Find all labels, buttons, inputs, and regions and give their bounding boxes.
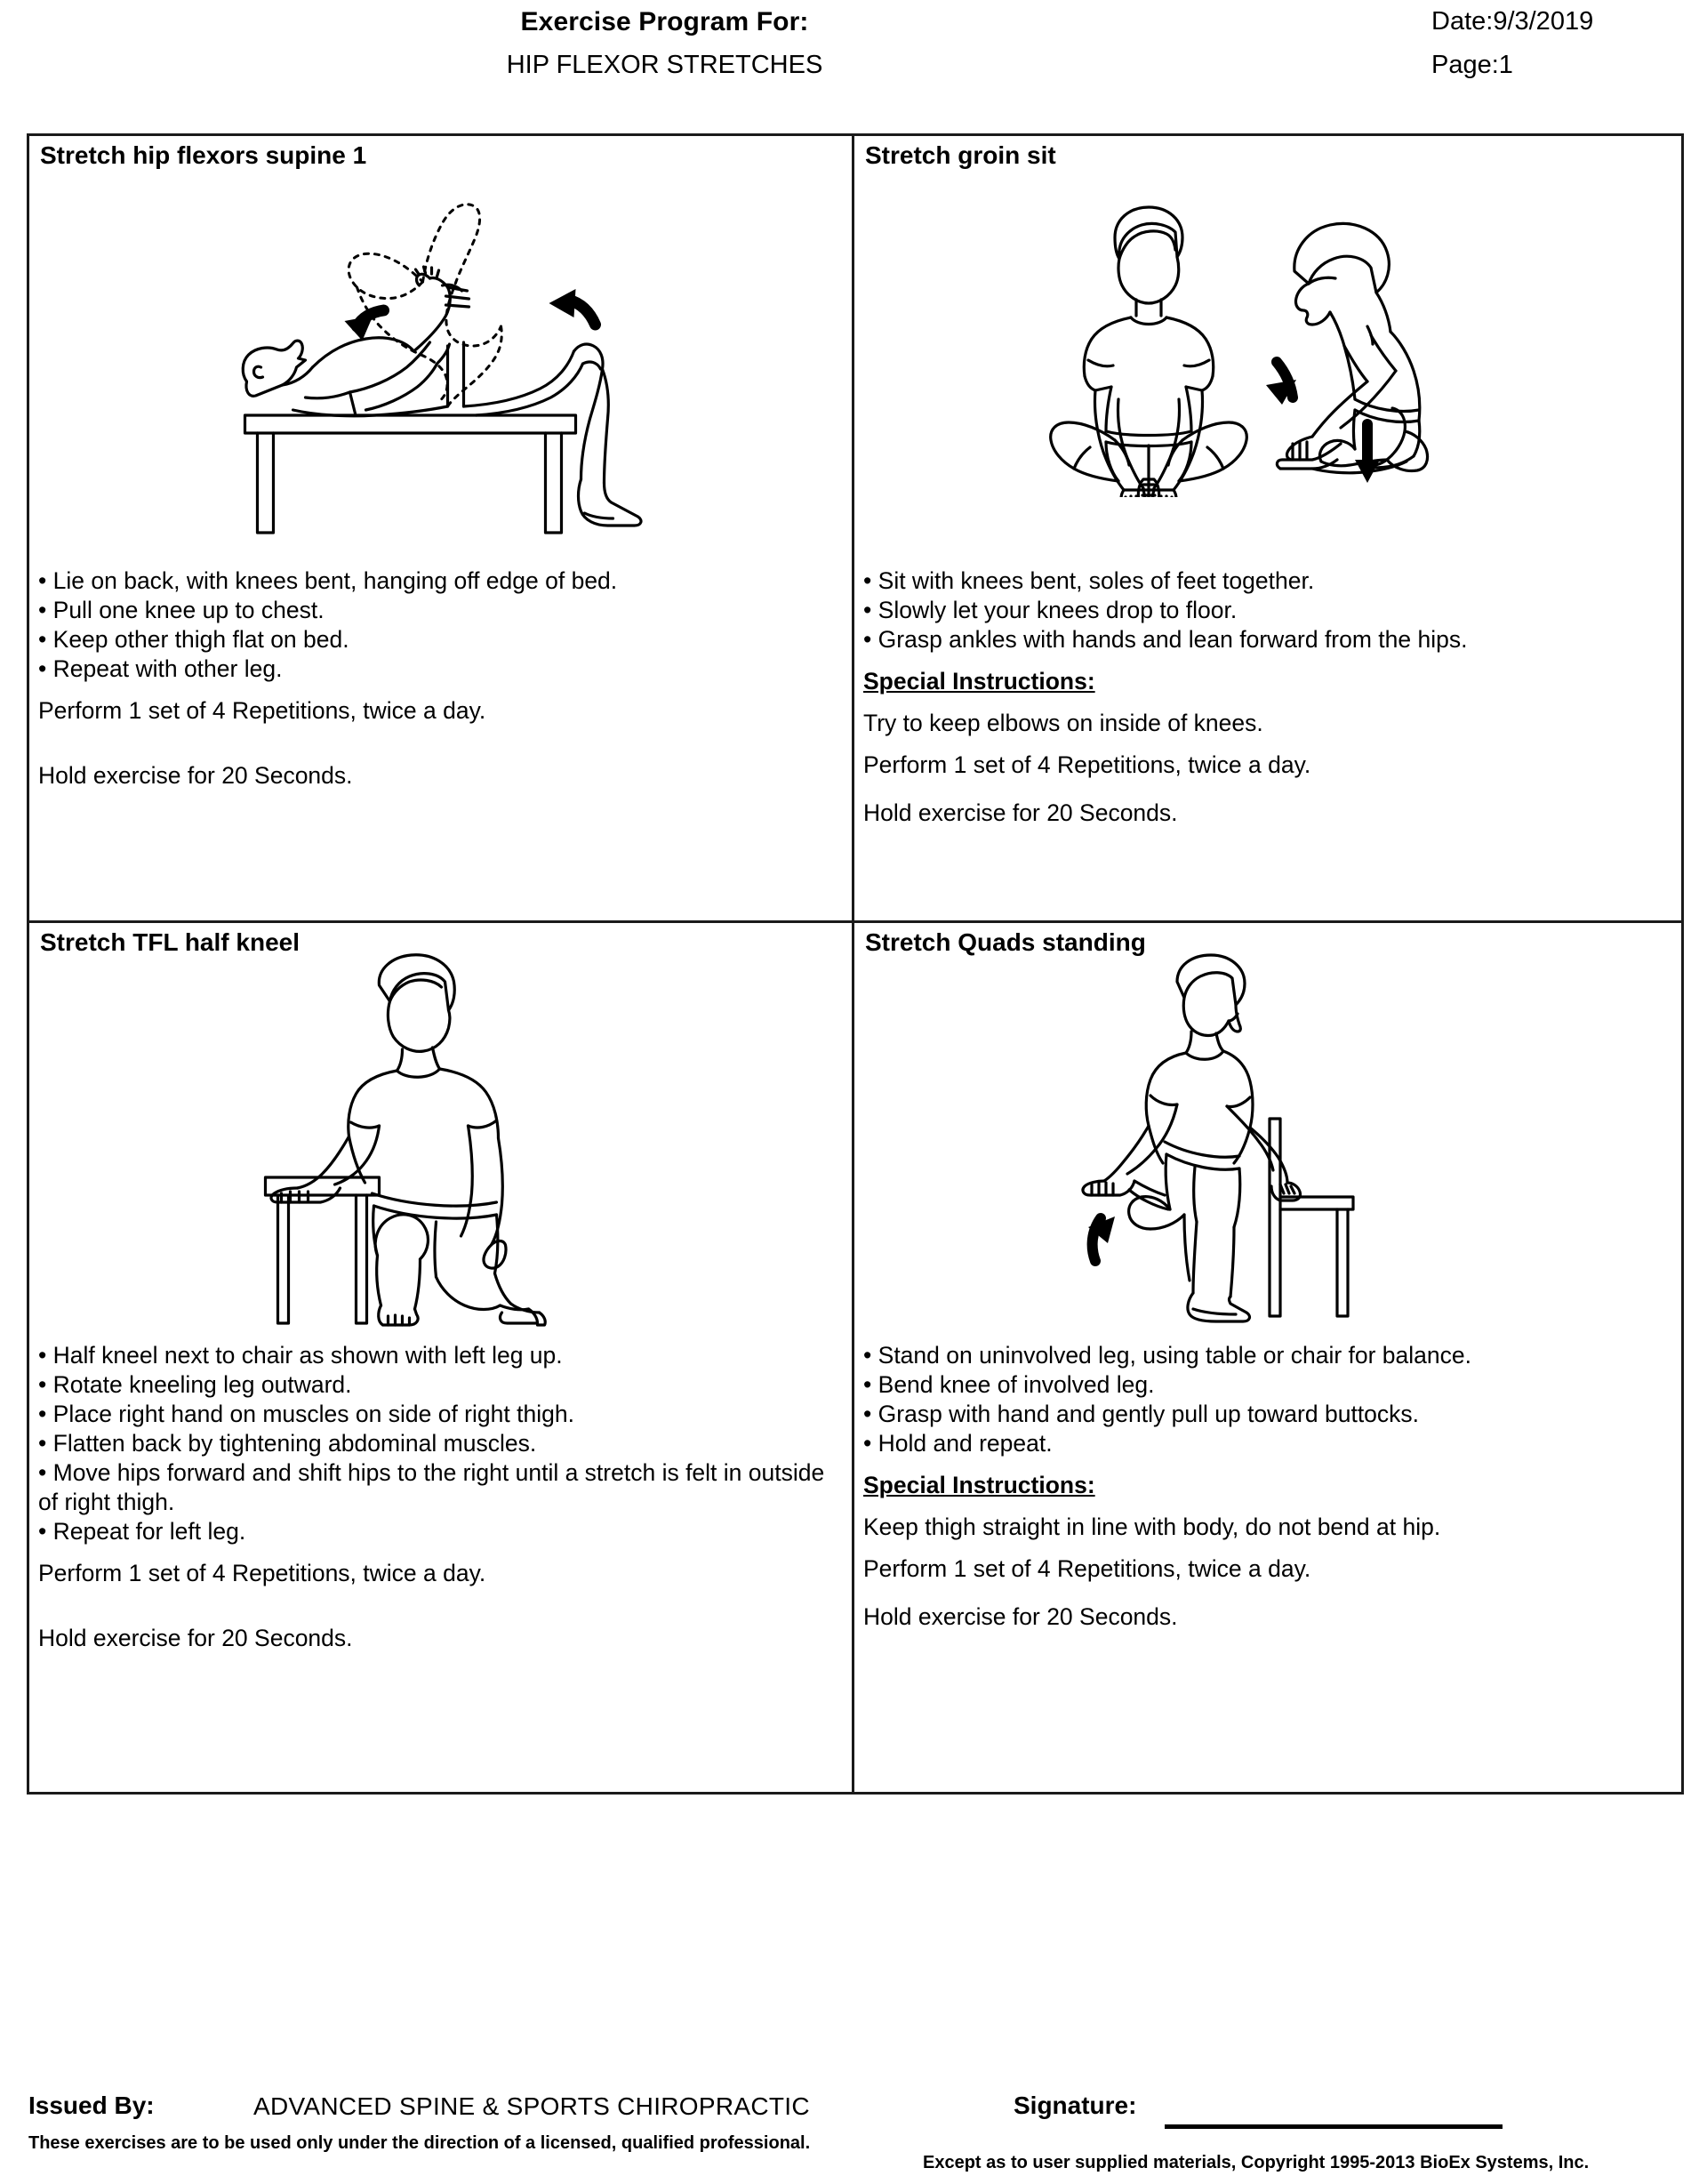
bullet-item: • Half kneel next to chair as shown with left leg up. (38, 1342, 563, 1369)
disclaimer-text: These exercises are to be used only under the direction of a licensed, qualified professional. (28, 2133, 811, 2153)
standing-quad-stretch-illustration (854, 944, 1681, 1327)
signature-line[interactable] (1165, 2124, 1503, 2129)
page-title: Exercise Program For: (520, 7, 809, 36)
exercise-title-2: Stretch groin sit (865, 141, 1056, 169)
exercise-instructions-1 (38, 566, 845, 791)
bullet-item: • Move hips forward and shift hips to the right until a stretch is felt in outside of right thigh. (38, 1459, 825, 1515)
supine-hip-flexor-on-table-illustration (29, 177, 852, 550)
bullet-item: • Stand on uninvolved leg, using table or chair for balance. (863, 1342, 1471, 1369)
exercise-grid (27, 133, 1684, 1795)
copyright-text: Except as to user supplied materials, Copyright 1995-2013 BioEx Systems, Inc. (923, 2153, 1590, 2172)
exercise-title-4: Stretch Quads standing (865, 928, 1146, 956)
exercise-instructions-3 (38, 1341, 845, 1653)
perform-text: Perform 1 set of 4 Repetitions, twice a day. (863, 751, 1311, 778)
hold-text: Hold exercise for 20 Seconds. (863, 1603, 1178, 1630)
bullet-item: • Repeat with other leg. (38, 655, 283, 682)
date-label: Date:9/3/2019 (1431, 7, 1594, 36)
bullet-item: • Place right hand on muscles on side of right thigh. (38, 1401, 574, 1427)
exercise-instructions-4 (863, 1341, 1674, 1632)
bullet-item: • Pull one knee up to chest. (38, 597, 325, 623)
page-header (0, 0, 1707, 105)
bullet-item: • Bend knee of involved leg. (863, 1371, 1155, 1398)
bullet-item: • Lie on back, with knees bent, hanging off edge of bed. (38, 567, 618, 594)
bullet-item: • Rotate kneeling leg outward. (38, 1371, 352, 1398)
issued-by-value: ADVANCED SPINE & SPORTS CHIROPRACTIC (253, 2092, 810, 2120)
butterfly-groin-sit-illustration (854, 186, 1681, 497)
exercise-cell-3 (29, 923, 852, 1792)
hold-text: Hold exercise for 20 Seconds. (38, 762, 353, 789)
exercise-title-1: Stretch hip flexors supine 1 (40, 141, 367, 169)
bullet-item: • Flatten back by tightening abdominal muscles. (38, 1430, 537, 1457)
page-number-label: Page:1 (1431, 51, 1513, 79)
bullet-item: • Grasp ankles with hands and lean forward from the hips. (863, 626, 1468, 653)
perform-text: Perform 1 set of 4 Repetitions, twice a day. (38, 1560, 486, 1586)
exercise-cell-2 (854, 136, 1681, 920)
bullet-item: • Slowly let your knees drop to floor. (863, 597, 1238, 623)
special-instructions-text: Keep thigh straight in line with body, do not bend at hip. (863, 1514, 1441, 1540)
bullet-item: • Repeat for left leg. (38, 1518, 246, 1545)
exercise-instructions-2 (863, 566, 1674, 828)
bullet-item: • Keep other thigh flat on bed. (38, 626, 349, 653)
hold-text: Hold exercise for 20 Seconds. (38, 1625, 353, 1651)
bullet-item: • Sit with knees bent, soles of feet together. (863, 567, 1315, 594)
program-name: HIP FLEXOR STRETCHES (506, 51, 823, 79)
half-kneel-tfl-stretch-illustration (29, 939, 852, 1330)
signature-label: Signature: (1014, 2092, 1137, 2119)
special-instructions-text: Try to keep elbows on inside of knees. (863, 710, 1263, 736)
exercise-title-3: Stretch TFL half kneel (40, 928, 300, 956)
bullet-item: • Grasp with hand and gently pull up toward buttocks. (863, 1401, 1420, 1427)
special-instructions-heading: Special Instructions: (863, 1472, 1095, 1498)
perform-text: Perform 1 set of 4 Repetitions, twice a day. (38, 697, 486, 724)
special-instructions-heading: Special Instructions: (863, 668, 1095, 695)
bullet-item: • Hold and repeat. (863, 1430, 1053, 1457)
exercise-cell-4 (854, 923, 1681, 1792)
perform-text: Perform 1 set of 4 Repetitions, twice a day. (863, 1555, 1311, 1582)
exercise-cell-1 (29, 136, 852, 920)
issued-by-label: Issued By: (28, 2092, 155, 2119)
hold-text: Hold exercise for 20 Seconds. (863, 799, 1178, 826)
